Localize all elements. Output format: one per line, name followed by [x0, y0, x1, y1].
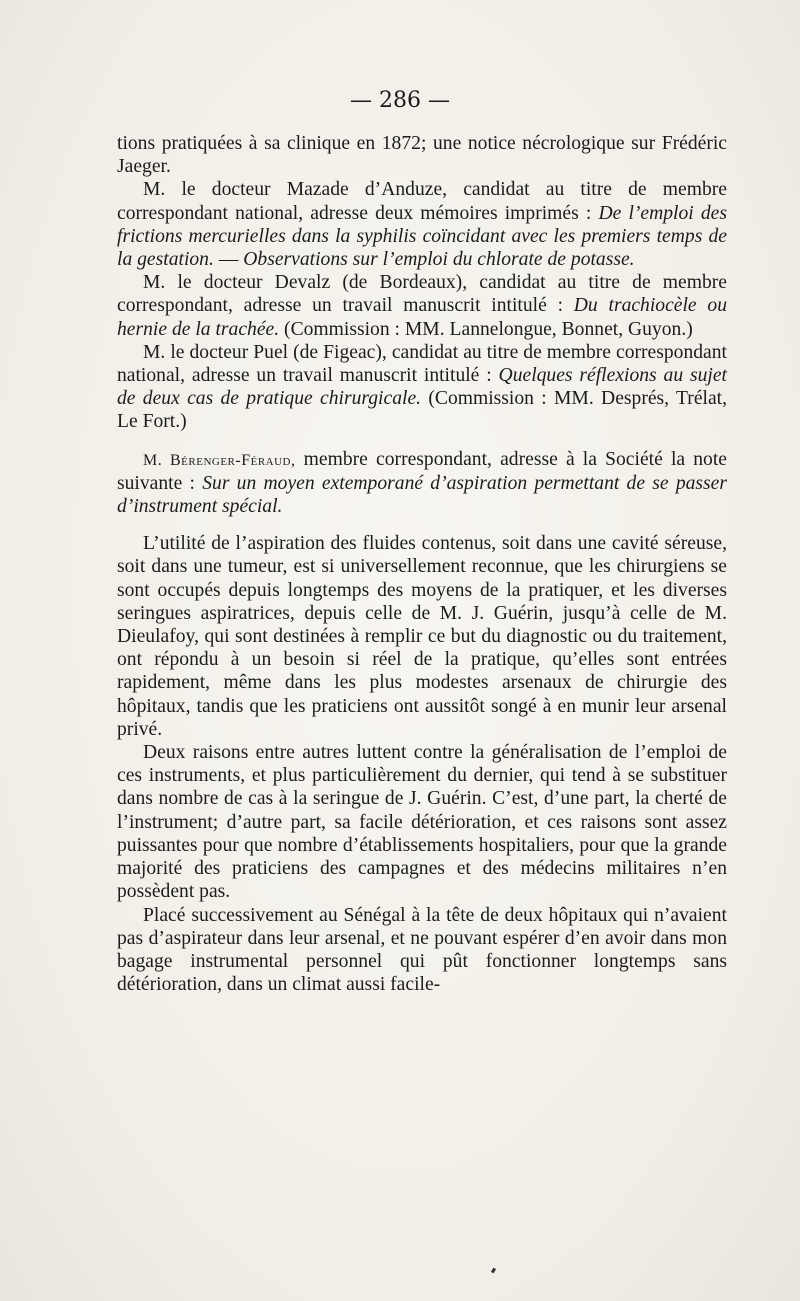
commission-puel: (Commission : MM. Després, Trélat, Le Fort.): [117, 388, 727, 433]
commission-devalz: (Commission : MM. Lannelongue, Bonnet, Guyon.): [279, 318, 693, 340]
paragraph-two-reasons: Deux raisons entre autres luttent contre la généralisation de l’emploi de ces instruments, et plus particulièrement du dernier, qui tend à se substituer dans nombre de cas à la seringue de J. Guérin. C’est, d’une part, la cherté de l’instrument; d’autre part, sa facile détérioration, et ces raisons sont assez puissantes pour que nombre d’établissements hospitaliers, pour que la grande majorité des praticiens des campagnes et des médecins militaires n’en possèdent pas.: [117, 742, 727, 903]
paragraph-aspiration-utility: L’utilité de l’aspiration des fluides contenus, soit dans une cavité séreuse, soit dans une tumeur, est si universellement reconnue, que les chirurgiens se sont occupés depuis longtemps des moyens de la pratiquer, et les diverses seringues aspiratrices, depuis celle de M. J. Guérin, jusqu’à celle de M. Dieulafoy, qui sont destinées à remplir ce but du diagnostic ou du traitement, ont répondu à un besoin si réel de la pratique, qu’elles sont entrées rapidement, même dans les plus modestes arsenaux de chirurgie des hôpitaux, tandis que les praticiens ont aussitôt songé à en munir leur arsenal privé.: [117, 533, 727, 740]
paragraph-mazade: [117, 178, 727, 271]
note-title-aspiration: Sur un moyen extemporané d’aspiration permettant de se passer d’instrument spécial.: [117, 472, 727, 518]
paragraph-senegal: Placé successivement au Sénégal à la tête de deux hôpitaux qui n’avaient pas d’aspirateur dans leur arsenal, et ne pouvant espérer d’en avoir dans mon bagage instrumental personnel qui pût fonctionner longtemps sans détérioration, dans un climat aussi facile-: [117, 904, 727, 996]
paragraph-continuation: tions pratiquées à sa clinique en 1872; une notice nécrologique sur Frédéric Jaeger.: [117, 133, 727, 178]
memoir-title-chlorate: Observations sur l’emploi du chlorate de potasse.: [243, 249, 635, 271]
page-number: — 286 —: [350, 88, 450, 113]
work-title-trachiocele: Du trachiocèle ou hernie de la trachée.: [117, 295, 727, 340]
paragraph-mazade-text: M. le docteur Mazade d’Anduze, candidat au titre de membre correspondant national, adresse deux mémoires imprimés :: [117, 179, 727, 224]
title-separator: —: [213, 249, 244, 271]
paragraph-berenger-text: membre correspondant, adresse à la Société la note suivante :: [117, 448, 727, 494]
author-name: M. Bérenger-Féraud,: [143, 451, 296, 469]
paragraph-devalz: [117, 271, 727, 341]
paragraph-berenger: [117, 448, 727, 519]
paragraph-devalz-text: M. le docteur Devalz (de Bordeaux), candidat au titre de membre correspondant, adresse un travail manuscrit intitulé :: [117, 272, 727, 317]
work-title-reflexions: Quelques réflexions au sujet de deux cas de pratique chirurgicale.: [117, 365, 727, 410]
paragraph-puel-text: M. le docteur Puel (de Figeac), candidat au titre de membre correspondant national, adresse un travail manuscrit intitulé :: [117, 341, 727, 387]
body-text: [117, 132, 727, 996]
memoir-title-frictions: De l’emploi des frictions mercurielles dans la syphilis coïncidant avec les premiers temps de la gestation.: [117, 202, 727, 271]
ink-speck: [491, 1268, 496, 1274]
paragraph-puel: [117, 341, 727, 434]
